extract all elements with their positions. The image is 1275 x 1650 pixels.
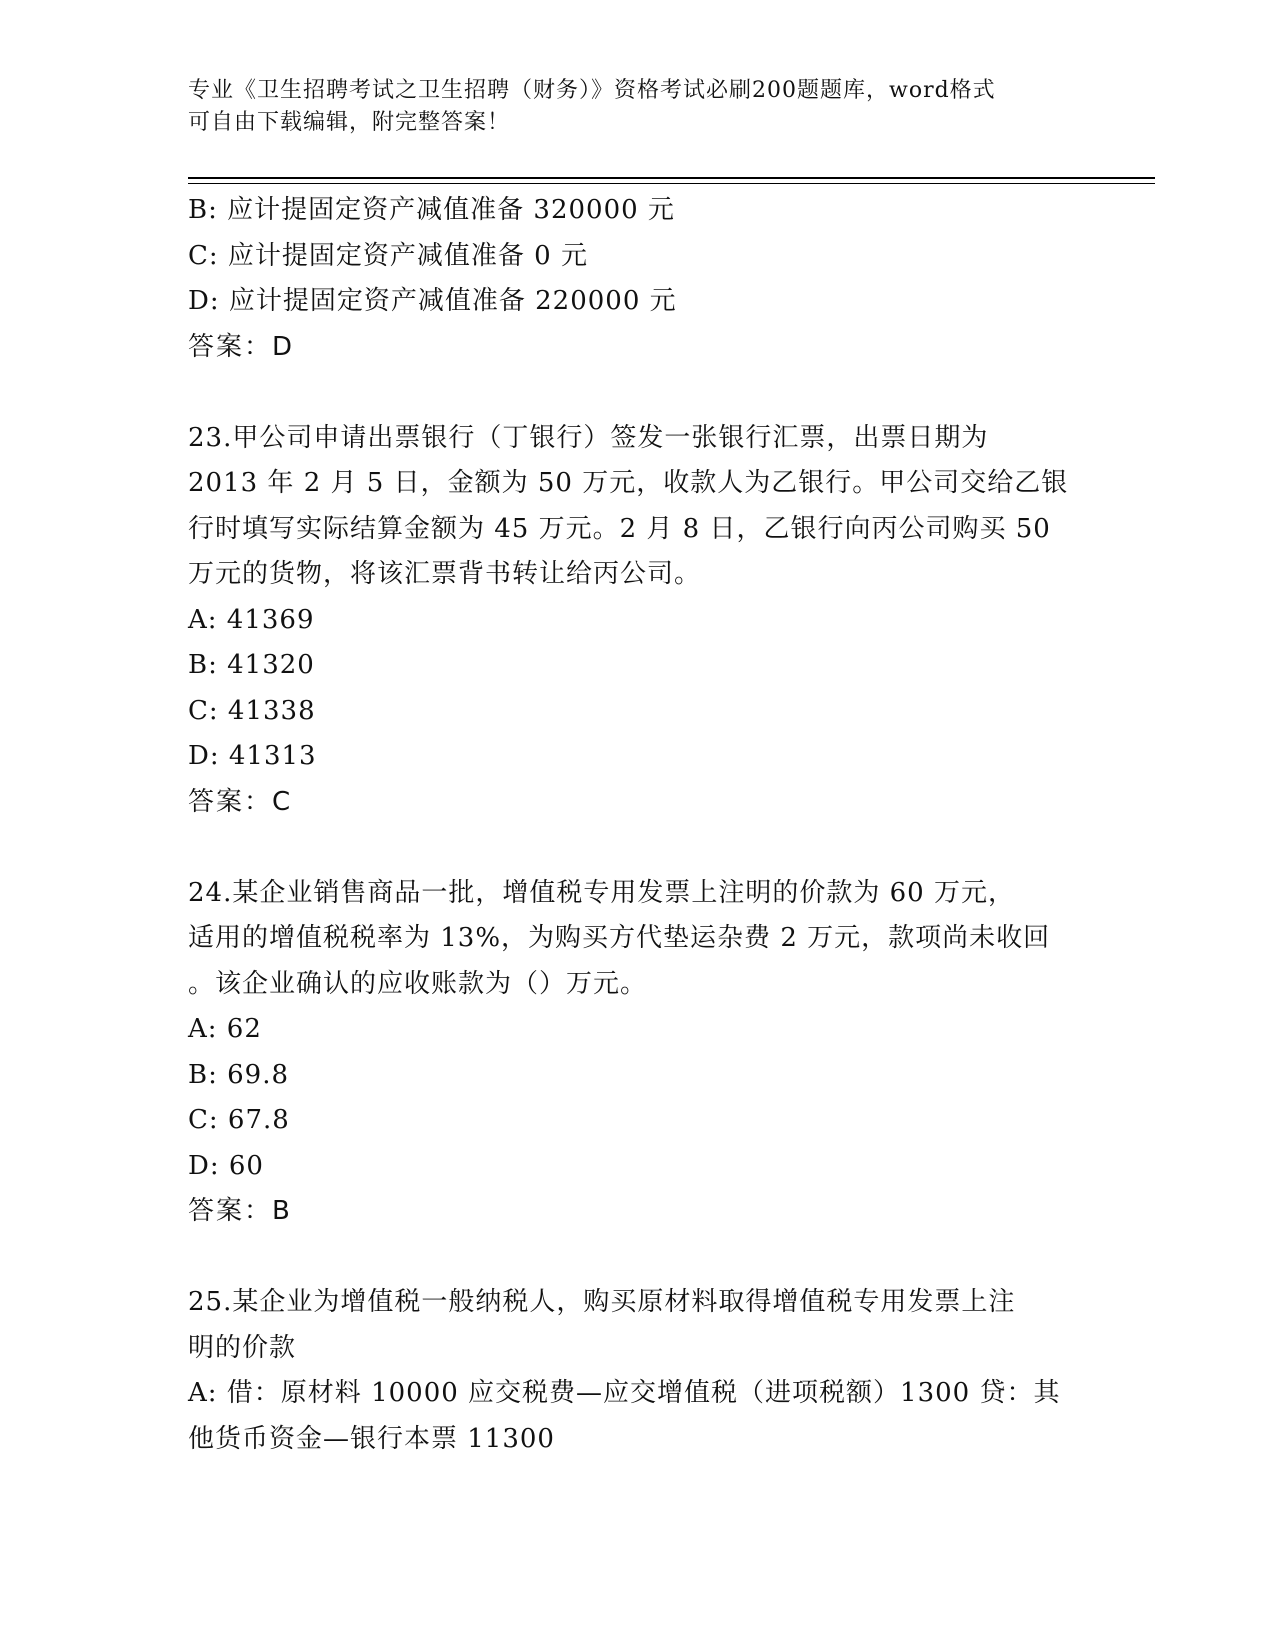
option-a: A: 62 xyxy=(188,1014,262,1044)
option-b: B: 69.8 xyxy=(188,1059,290,1090)
spacer xyxy=(188,825,1088,871)
option-b: B: 41320 xyxy=(188,650,315,680)
header-rule-thick xyxy=(188,177,1155,179)
question-text-line: 适用的增值税税率为 13%，为购买方代垫运杂费 2 万元，款项尚未收回 xyxy=(188,923,1051,953)
answer-line: 答案：C xyxy=(188,786,293,817)
option-d: D: 应计提固定资产减值准备 220000 元 xyxy=(188,286,677,316)
option-d: D: 41313 xyxy=(188,741,317,771)
question-22 xyxy=(188,188,1088,370)
option-b: B: 应计提固定资产减值准备 320000 元 xyxy=(188,195,675,225)
question-23 xyxy=(188,416,1088,826)
header-title-line-2: 可自由下载编辑，附完整答案！ xyxy=(188,110,511,135)
question-text-line: 25.某企业为增值税一般纳税人，购买原材料取得增值税专用发票上注 xyxy=(188,1287,1016,1317)
question-list xyxy=(188,188,1088,1462)
header-rule-thin xyxy=(188,183,1155,184)
answer-line: 答案：D xyxy=(188,331,295,362)
option-a: A: 41369 xyxy=(188,604,315,635)
document-header xyxy=(188,75,1088,139)
option-c: C: 41338 xyxy=(188,695,316,726)
header-title-line-1: 专业《卫生招聘考试之卫生招聘（财务）》资格考试必刷200题题库，word格式 xyxy=(188,78,996,103)
answer-line: 答案：B xyxy=(188,1196,292,1226)
option-a-line: 他货币资金—银行本票 11300 xyxy=(188,1423,555,1454)
question-24 xyxy=(188,871,1088,1235)
question-25 xyxy=(188,1280,1088,1462)
question-text-line: 2013 年 2 月 5 日，金额为 50 万元，收款人为乙银行。甲公司交给乙银 xyxy=(188,468,1069,498)
question-text-line: 。该企业确认的应收账款为（）万元。 xyxy=(188,968,648,999)
question-text-line: 行时填写实际结算金额为 45 万元。2 月 8 日，乙银行向丙公司购买 50 xyxy=(188,513,1051,544)
question-text-line: 24.某企业销售商品一批，增值税专用发票上注明的价款为 60 万元， xyxy=(188,877,1015,908)
spacer xyxy=(188,1235,1088,1281)
question-text-line: 23.甲公司申请出票银行（丁银行）签发一张银行汇票，出票日期为 xyxy=(188,422,989,453)
spacer xyxy=(188,370,1088,416)
question-text-line: 万元的货物，将该汇票背书转让给丙公司。 xyxy=(188,559,702,589)
option-d: D: 60 xyxy=(188,1150,264,1181)
option-c: C: 67.8 xyxy=(188,1105,290,1135)
question-text-line: 明的价款 xyxy=(188,1332,297,1363)
option-a-line: A: 借：原材料 10000 应交税费—应交增值税（进项税额）1300 贷：其 xyxy=(188,1378,1061,1408)
option-c: C: 应计提固定资产减值准备 0 元 xyxy=(188,240,588,271)
